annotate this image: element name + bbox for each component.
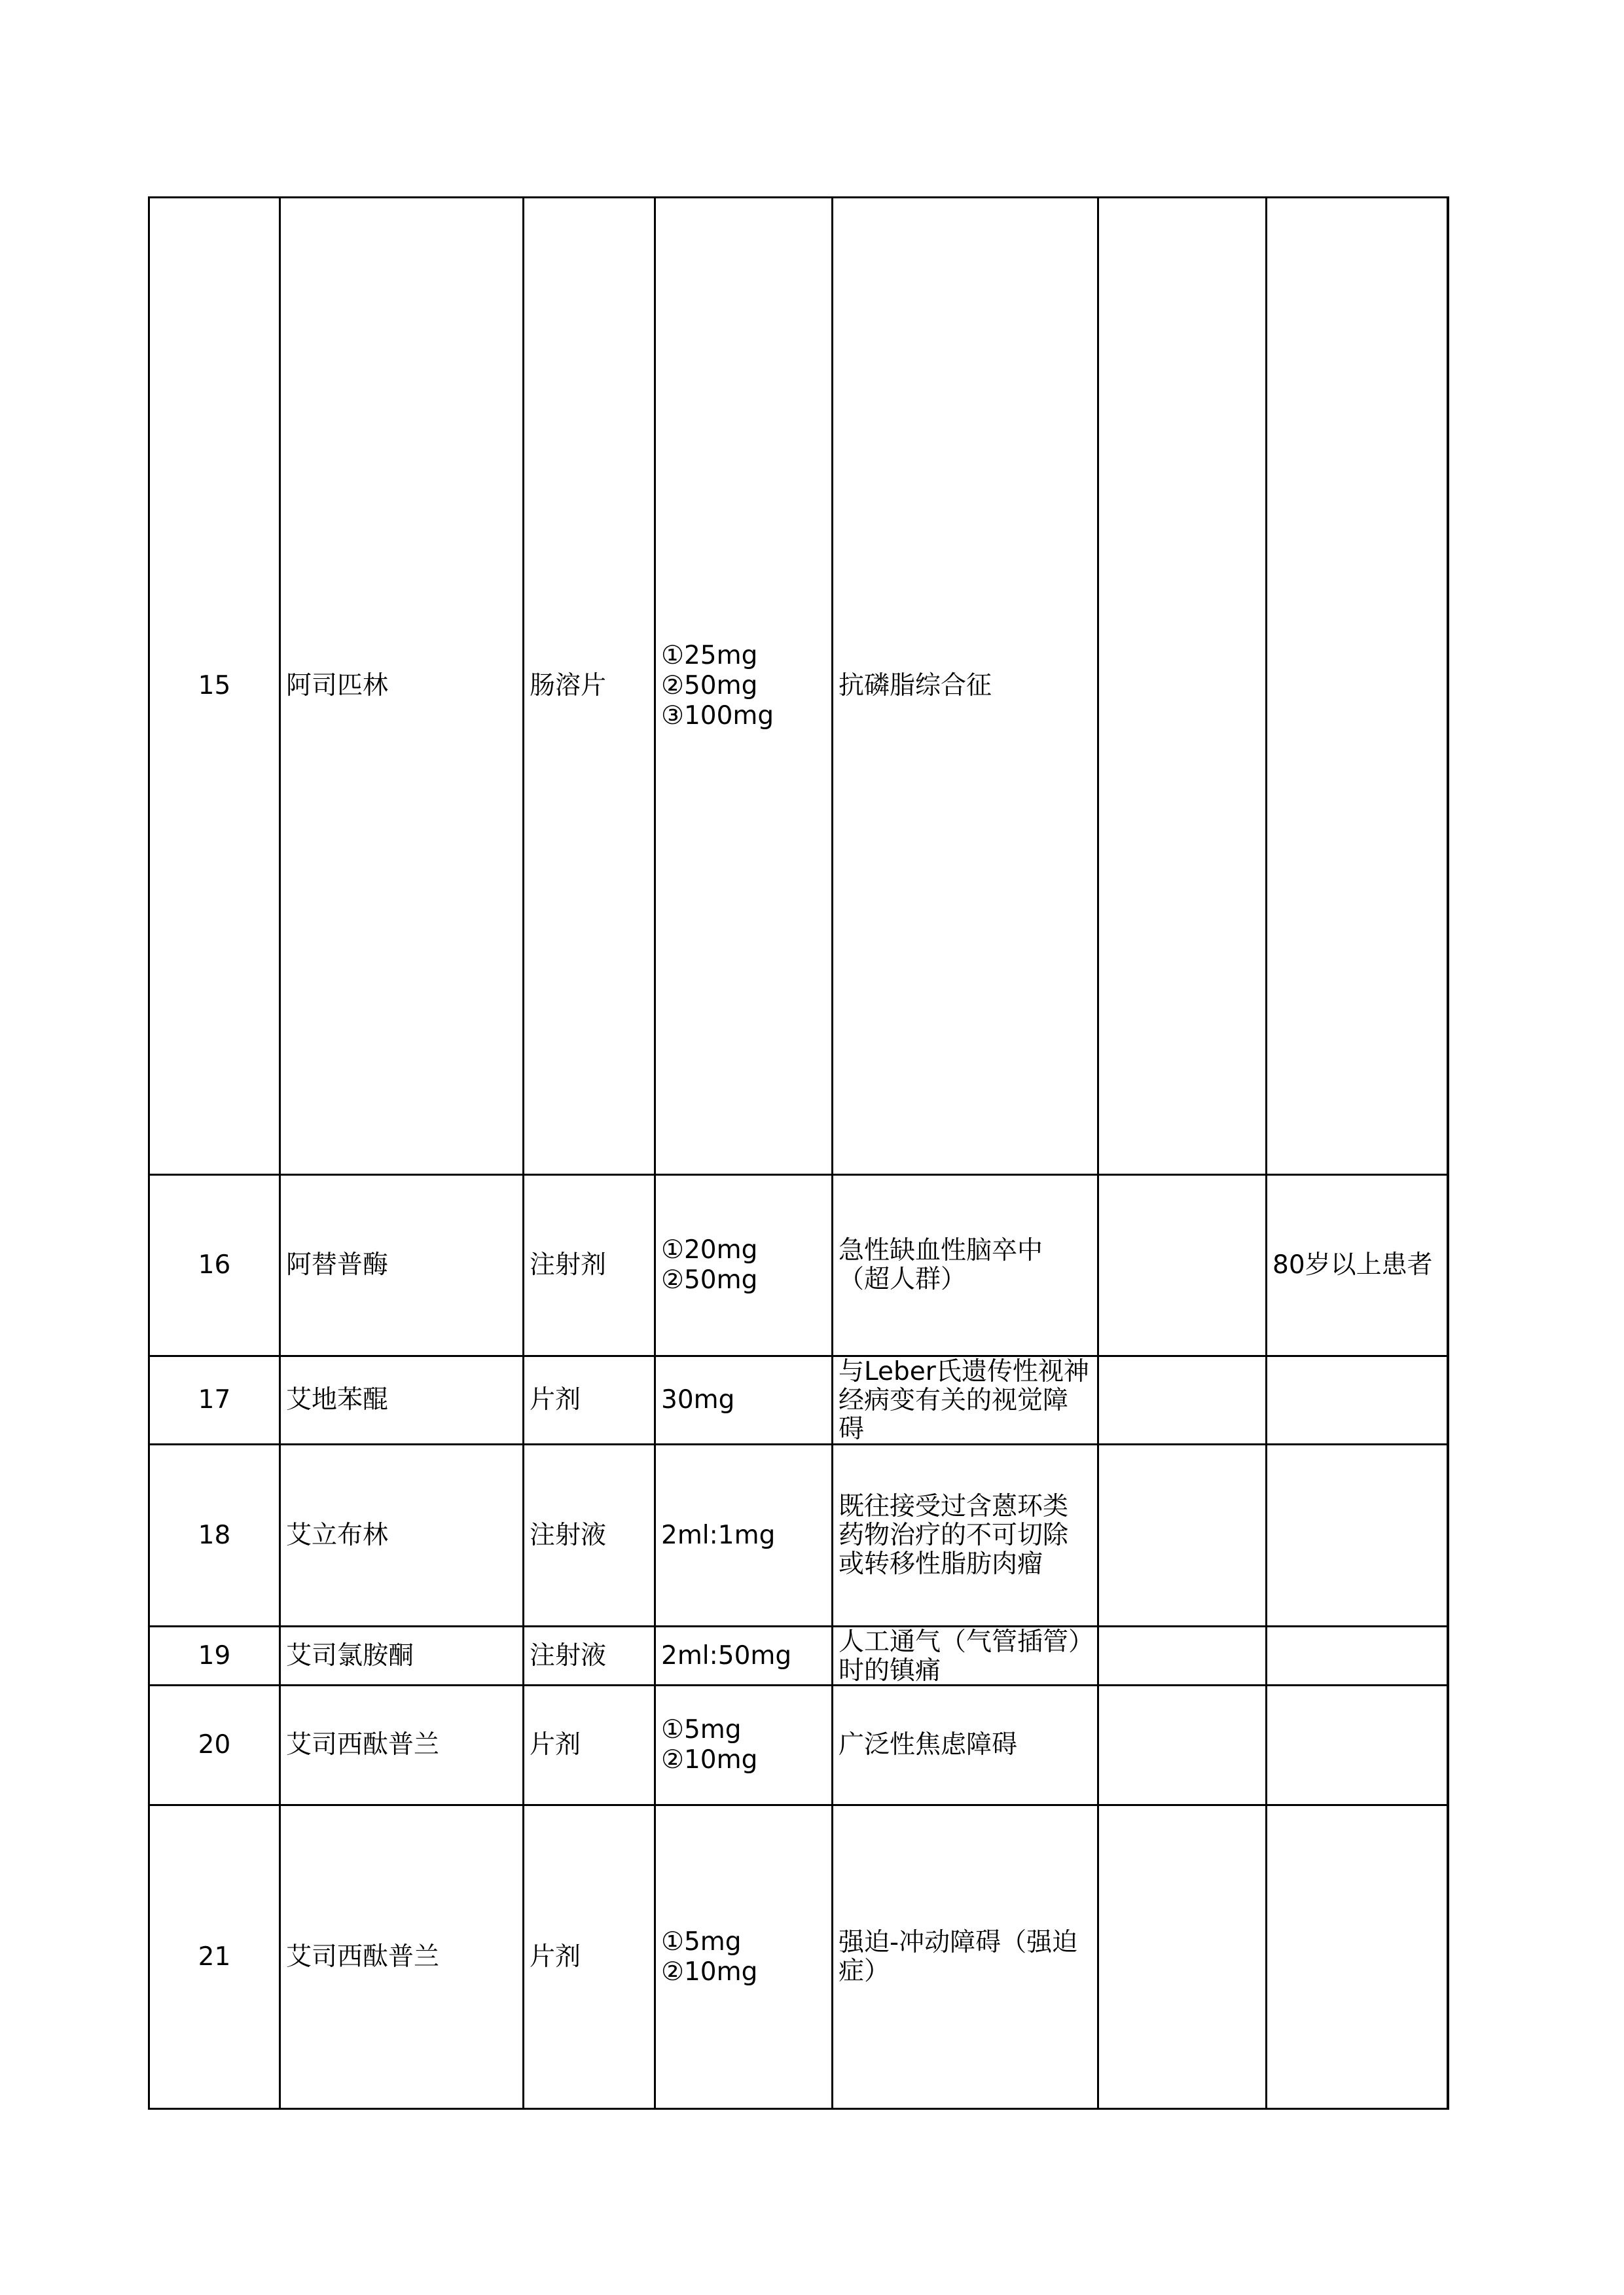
cell-name: 阿司匹林 (280, 198, 524, 1175)
cell-spec: 2ml:50mg (655, 1627, 833, 1686)
cell-form: 注射剂 (524, 1175, 655, 1356)
cell-col7 (1267, 1627, 1448, 1686)
cell-col7 (1267, 198, 1448, 1175)
cell-indication: 急性缺血性脑卒中（超人群） (833, 1175, 1098, 1356)
cell-name: 艾司西酞普兰 (280, 1805, 524, 2109)
cell-name: 艾立布林 (280, 1445, 524, 1627)
cell-spec: ①20mg ②50mg (655, 1175, 833, 1356)
cell-spec: ①25mg ②50mg ③100mg (655, 198, 833, 1175)
cell-indication: 既往接受过含蒽环类药物治疗的不可切除或转移性脂肪肉瘤 (833, 1445, 1098, 1627)
cell-col6 (1098, 1805, 1267, 2109)
cell-name: 艾地苯醌 (280, 1356, 524, 1445)
cell-no: 18 (149, 1445, 280, 1627)
table-row (149, 1805, 1448, 2109)
cell-form: 片剂 (524, 1356, 655, 1445)
cell-col7: 80岁以上患者 (1267, 1175, 1448, 1356)
table-row (149, 1445, 1448, 1627)
cell-col7 (1267, 1805, 1448, 2109)
cell-no: 21 (149, 1805, 280, 2109)
cell-no: 17 (149, 1356, 280, 1445)
cell-indication: 人工通气（气管插管）时的镇痛 (833, 1627, 1098, 1686)
cell-form: 肠溶片 (524, 198, 655, 1175)
cell-col6 (1098, 1686, 1267, 1805)
cell-col7 (1267, 1445, 1448, 1627)
cell-indication: 广泛性焦虑障碍 (833, 1686, 1098, 1805)
cell-col6 (1098, 1356, 1267, 1445)
cell-spec: 2ml:1mg (655, 1445, 833, 1627)
cell-form: 片剂 (524, 1686, 655, 1805)
cell-col6 (1098, 1627, 1267, 1686)
drug-table (148, 196, 1449, 2110)
cell-form: 片剂 (524, 1805, 655, 2109)
cell-col7 (1267, 1356, 1448, 1445)
table-row (149, 1686, 1448, 1805)
cell-no: 15 (149, 198, 280, 1175)
cell-name: 艾司西酞普兰 (280, 1686, 524, 1805)
cell-indication: 强迫-冲动障碍（强迫症） (833, 1805, 1098, 2109)
table-row (149, 1627, 1448, 1686)
table-row (149, 1356, 1448, 1445)
cell-name: 艾司氯胺酮 (280, 1627, 524, 1686)
cell-no: 20 (149, 1686, 280, 1805)
table-row (149, 1175, 1448, 1356)
cell-no: 16 (149, 1175, 280, 1356)
cell-indication: 抗磷脂综合征 (833, 198, 1098, 1175)
cell-indication: 与Leber氏遗传性视神经病变有关的视觉障碍 (833, 1356, 1098, 1445)
cell-spec: ①5mg ②10mg (655, 1805, 833, 2109)
table-row (149, 198, 1448, 1175)
cell-col6 (1098, 1445, 1267, 1627)
cell-form: 注射液 (524, 1445, 655, 1627)
cell-col7 (1267, 1686, 1448, 1805)
cell-no: 19 (149, 1627, 280, 1686)
cell-name: 阿替普酶 (280, 1175, 524, 1356)
cell-form: 注射液 (524, 1627, 655, 1686)
cell-spec: 30mg (655, 1356, 833, 1445)
cell-col6 (1098, 1175, 1267, 1356)
cell-col6 (1098, 198, 1267, 1175)
cell-spec: ①5mg ②10mg (655, 1686, 833, 1805)
